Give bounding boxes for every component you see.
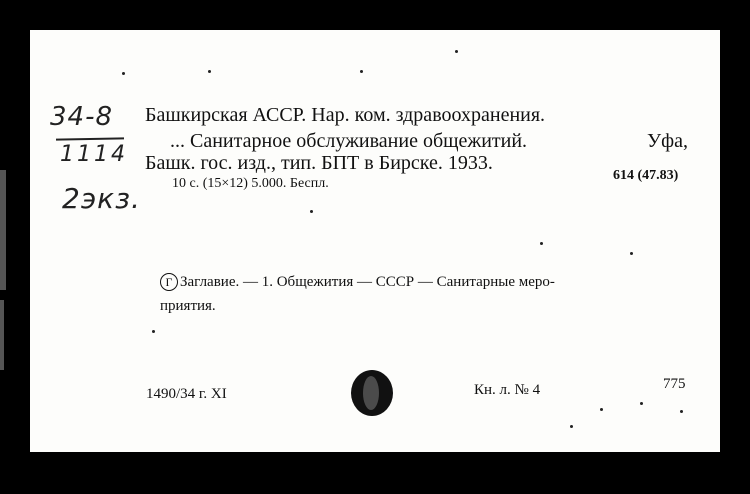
tracings-line — [160, 273, 555, 291]
dust-speck — [540, 242, 543, 245]
dust-speck — [600, 408, 603, 411]
dust-speck — [630, 252, 633, 255]
dust-speck — [122, 72, 125, 75]
title-line: ... Санитарное обслуживание общежитий. — [170, 130, 528, 152]
handwritten-rule — [56, 137, 124, 140]
scan-edge-mark — [0, 300, 4, 370]
tracings-continuation: приятия. — [160, 298, 216, 314]
dust-speck — [208, 70, 211, 73]
dust-speck — [360, 70, 363, 73]
order-number: 1490/34 г. XI — [146, 386, 227, 402]
chronicle-reference: Кн. л. № 4 — [474, 382, 541, 398]
ink-stamp — [351, 370, 393, 416]
dust-speck — [570, 425, 573, 428]
handwritten-shelf-mark: 34-8 — [50, 102, 114, 132]
card-number: 775 — [663, 376, 686, 392]
scan-edge-mark — [0, 170, 6, 290]
dust-speck — [152, 330, 155, 333]
catalog-card — [30, 30, 720, 452]
dust-speck — [640, 402, 643, 405]
handwritten-inventory-number: 1114 — [60, 142, 128, 167]
place-of-publication: Уфа, — [647, 130, 688, 152]
dust-speck — [455, 50, 458, 53]
dust-speck — [680, 410, 683, 413]
imprint: Башк. гос. изд., тип. БПТ в Бирске. 1933. — [145, 152, 493, 174]
handwritten-copies: 2экз. — [62, 182, 141, 215]
tracings-text: Заглавие. — 1. Общежития — СССР — Санитарные меро- — [180, 274, 555, 290]
dust-speck — [310, 210, 313, 213]
classification-number: 614 (47.83) — [613, 168, 679, 183]
corporate-heading: Башкирская АССР. Нар. ком. здравоохранения. — [145, 104, 546, 126]
collation: 10 с. (15×12) 5.000. Беспл. — [172, 176, 329, 191]
circled-marker: Г — [160, 273, 178, 291]
